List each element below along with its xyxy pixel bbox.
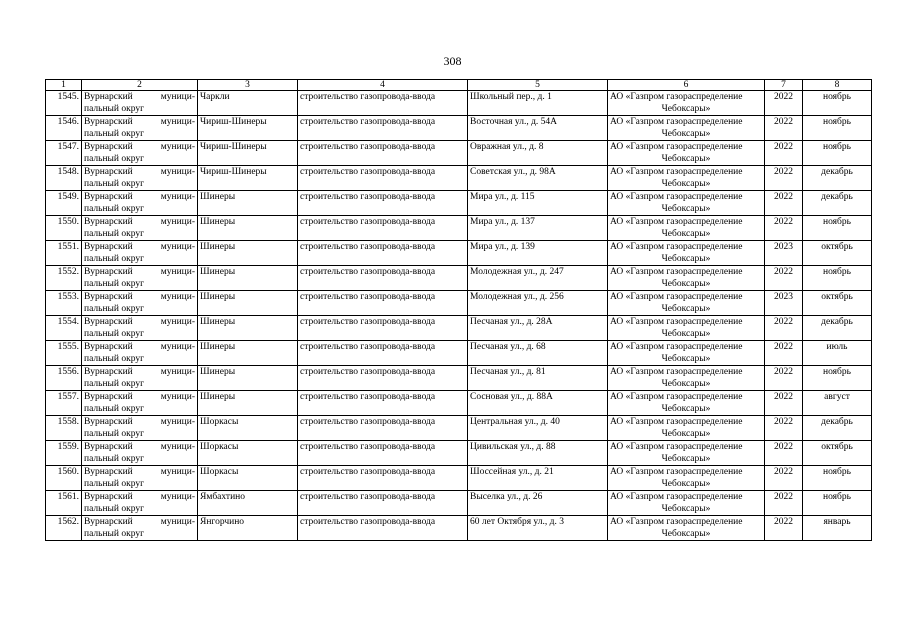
- address-cell: Мира ул., д. 115: [468, 191, 608, 216]
- month-cell: январь: [803, 516, 872, 541]
- locality-cell: Шинеры: [198, 341, 298, 366]
- year-cell: 2022: [765, 366, 803, 391]
- table-row: [46, 141, 872, 166]
- organization-cell: [608, 441, 765, 466]
- work-type-cell: строительство газопровода-ввода: [298, 516, 468, 541]
- work-type-cell: строительство газопровода-ввода: [298, 291, 468, 316]
- organization-line-2: Чебоксары»: [661, 304, 711, 314]
- district-word-rest: пальный округ: [84, 404, 145, 414]
- district-name: Вурнарский: [84, 492, 133, 502]
- month-cell: ноябрь: [803, 466, 872, 491]
- row-number: 1547.: [46, 141, 82, 166]
- month-cell: декабрь: [803, 191, 872, 216]
- district-word-rest: пальный округ: [84, 104, 145, 114]
- organization-cell: [608, 391, 765, 416]
- address-cell: 60 лет Октября ул., д. 3: [468, 516, 608, 541]
- organization-line-1: АО «Газпром газораспределение: [610, 317, 743, 327]
- locality-cell: Шинеры: [198, 391, 298, 416]
- table-row: [46, 391, 872, 416]
- locality-cell: Шоркасы: [198, 466, 298, 491]
- locality-cell: Шоркасы: [198, 416, 298, 441]
- work-type-cell: строительство газопровода-ввода: [298, 391, 468, 416]
- row-number: 1562.: [46, 516, 82, 541]
- address-cell: Восточная ул., д. 54А: [468, 116, 608, 141]
- row-number: 1561.: [46, 491, 82, 516]
- locality-cell: Чириш-Шинеры: [198, 116, 298, 141]
- month-cell: ноябрь: [803, 91, 872, 116]
- district-word-rest: пальный округ: [84, 254, 145, 264]
- register-table: [45, 79, 872, 541]
- work-type-cell: строительство газопровода-ввода: [298, 116, 468, 141]
- year-cell: 2022: [765, 266, 803, 291]
- district-word-rest: пальный округ: [84, 129, 145, 139]
- organization-cell: [608, 491, 765, 516]
- district-name: Вурнарский: [84, 417, 133, 427]
- organization-cell: [608, 266, 765, 291]
- table-row: [46, 416, 872, 441]
- address-cell: Овражная ул., д. 8: [468, 141, 608, 166]
- year-cell: 2022: [765, 416, 803, 441]
- year-cell: 2022: [765, 216, 803, 241]
- organization-line-2: Чебоксары»: [661, 129, 711, 139]
- work-type-cell: строительство газопровода-ввода: [298, 366, 468, 391]
- locality-cell: Шоркасы: [198, 441, 298, 466]
- organization-line-1: АО «Газпром газораспределение: [610, 392, 743, 402]
- month-cell: ноябрь: [803, 266, 872, 291]
- locality-cell: Шинеры: [198, 366, 298, 391]
- row-number: 1553.: [46, 291, 82, 316]
- locality-cell: Шинеры: [198, 216, 298, 241]
- organization-line-1: АО «Газпром газораспределение: [610, 467, 743, 477]
- organization-line-2: Чебоксары»: [661, 429, 711, 439]
- column-number-row: [46, 80, 872, 91]
- address-cell: Шоссейная ул., д. 21: [468, 466, 608, 491]
- table-row: [46, 266, 872, 291]
- table-row: [46, 491, 872, 516]
- month-cell: июль: [803, 341, 872, 366]
- district-cell: [82, 141, 198, 166]
- year-cell: 2022: [765, 141, 803, 166]
- district-cell: [82, 341, 198, 366]
- district-cell: [82, 166, 198, 191]
- locality-cell: Шинеры: [198, 316, 298, 341]
- district-name: Вурнарский: [84, 167, 133, 177]
- work-type-cell: строительство газопровода-ввода: [298, 416, 468, 441]
- address-cell: Школьный пер., д. 1: [468, 91, 608, 116]
- table-row: [46, 166, 872, 191]
- locality-cell: Чаркли: [198, 91, 298, 116]
- organization-cell: [608, 341, 765, 366]
- year-cell: 2022: [765, 91, 803, 116]
- organization-line-1: АО «Газпром газораспределение: [610, 517, 743, 527]
- district-cell: [82, 466, 198, 491]
- month-cell: декабрь: [803, 316, 872, 341]
- district-cell: [82, 366, 198, 391]
- district-name: Вурнарский: [84, 392, 133, 402]
- address-cell: Цивильская ул., д. 88: [468, 441, 608, 466]
- organization-cell: [608, 166, 765, 191]
- district-cell: [82, 491, 198, 516]
- organization-line-2: Чебоксары»: [661, 104, 711, 114]
- district-word-part: муници-: [160, 492, 195, 502]
- district-word-part: муници-: [160, 92, 195, 102]
- month-cell: ноябрь: [803, 491, 872, 516]
- district-name: Вурнарский: [84, 367, 133, 377]
- district-word-part: муници-: [160, 342, 195, 352]
- column-number: 5: [468, 80, 608, 91]
- organization-line-2: Чебоксары»: [661, 529, 711, 539]
- row-number: 1552.: [46, 266, 82, 291]
- district-word-rest: пальный округ: [84, 154, 145, 164]
- table-row: [46, 316, 872, 341]
- month-cell: октябрь: [803, 241, 872, 266]
- district-word-part: муници-: [160, 292, 195, 302]
- work-type-cell: строительство газопровода-ввода: [298, 191, 468, 216]
- month-cell: декабрь: [803, 416, 872, 441]
- organization-line-2: Чебоксары»: [661, 454, 711, 464]
- row-number: 1558.: [46, 416, 82, 441]
- year-cell: 2022: [765, 491, 803, 516]
- district-word-rest: пальный округ: [84, 204, 145, 214]
- table-row: [46, 191, 872, 216]
- row-number: 1555.: [46, 341, 82, 366]
- district-cell: [82, 116, 198, 141]
- year-cell: 2023: [765, 291, 803, 316]
- year-cell: 2022: [765, 116, 803, 141]
- district-word-part: муници-: [160, 417, 195, 427]
- work-type-cell: строительство газопровода-ввода: [298, 141, 468, 166]
- address-cell: Мира ул., д. 137: [468, 216, 608, 241]
- locality-cell: Шинеры: [198, 191, 298, 216]
- row-number: 1550.: [46, 216, 82, 241]
- district-word-part: муници-: [160, 517, 195, 527]
- table-body: [46, 80, 872, 541]
- row-number: 1557.: [46, 391, 82, 416]
- month-cell: октябрь: [803, 441, 872, 466]
- organization-line-2: Чебоксары»: [661, 179, 711, 189]
- year-cell: 2022: [765, 391, 803, 416]
- locality-cell: Шинеры: [198, 241, 298, 266]
- table-row: [46, 216, 872, 241]
- district-cell: [82, 441, 198, 466]
- district-cell: [82, 316, 198, 341]
- row-number: 1556.: [46, 366, 82, 391]
- organization-cell: [608, 416, 765, 441]
- district-cell: [82, 516, 198, 541]
- district-word-rest: пальный округ: [84, 429, 145, 439]
- work-type-cell: строительство газопровода-ввода: [298, 241, 468, 266]
- address-cell: Песчаная ул., д. 81: [468, 366, 608, 391]
- column-number: 6: [608, 80, 765, 91]
- district-cell: [82, 416, 198, 441]
- district-cell: [82, 391, 198, 416]
- work-type-cell: строительство газопровода-ввода: [298, 491, 468, 516]
- district-word-rest: пальный округ: [84, 529, 145, 539]
- district-cell: [82, 291, 198, 316]
- work-type-cell: строительство газопровода-ввода: [298, 166, 468, 191]
- organization-line-1: АО «Газпром газораспределение: [610, 242, 743, 252]
- organization-line-2: Чебоксары»: [661, 354, 711, 364]
- district-word-part: муници-: [160, 192, 195, 202]
- row-number: 1559.: [46, 441, 82, 466]
- organization-cell: [608, 516, 765, 541]
- page-number: 308: [443, 54, 462, 68]
- month-cell: август: [803, 391, 872, 416]
- district-word-part: муници-: [160, 392, 195, 402]
- organization-line-1: АО «Газпром газораспределение: [610, 167, 743, 177]
- district-word-rest: пальный округ: [84, 304, 145, 314]
- address-cell: Молодежная ул., д. 256: [468, 291, 608, 316]
- district-word-part: муници-: [160, 242, 195, 252]
- organization-line-1: АО «Газпром газораспределение: [610, 292, 743, 302]
- work-type-cell: строительство газопровода-ввода: [298, 466, 468, 491]
- district-name: Вурнарский: [84, 292, 133, 302]
- organization-line-2: Чебоксары»: [661, 329, 711, 339]
- district-name: Вурнарский: [84, 92, 133, 102]
- column-number: 7: [765, 80, 803, 91]
- organization-cell: [608, 291, 765, 316]
- work-type-cell: строительство газопровода-ввода: [298, 341, 468, 366]
- locality-cell: Шинеры: [198, 291, 298, 316]
- district-name: Вурнарский: [84, 242, 133, 252]
- table-row: [46, 366, 872, 391]
- address-cell: Молодежная ул., д. 247: [468, 266, 608, 291]
- work-type-cell: строительство газопровода-ввода: [298, 216, 468, 241]
- organization-line-1: АО «Газпром газораспределение: [610, 342, 743, 352]
- address-cell: Выселка ул., д. 26: [468, 491, 608, 516]
- district-word-rest: пальный округ: [84, 179, 145, 189]
- column-number: 4: [298, 80, 468, 91]
- locality-cell: Чириш-Шинеры: [198, 141, 298, 166]
- organization-line-1: АО «Газпром газораспределение: [610, 192, 743, 202]
- address-cell: Песчаная ул., д. 68: [468, 341, 608, 366]
- organization-line-2: Чебоксары»: [661, 404, 711, 414]
- district-word-rest: пальный округ: [84, 454, 145, 464]
- organization-line-2: Чебоксары»: [661, 229, 711, 239]
- district-name: Вурнарский: [84, 442, 133, 452]
- district-word-part: муници-: [160, 217, 195, 227]
- organization-line-1: АО «Газпром газораспределение: [610, 492, 743, 502]
- table-row: [46, 91, 872, 116]
- organization-line-1: АО «Газпром газораспределение: [610, 417, 743, 427]
- organization-line-1: АО «Газпром газораспределение: [610, 117, 743, 127]
- table-row: [46, 341, 872, 366]
- organization-line-1: АО «Газпром газораспределение: [610, 92, 743, 102]
- table-row: [46, 116, 872, 141]
- district-name: Вурнарский: [84, 317, 133, 327]
- district-word-part: муници-: [160, 442, 195, 452]
- district-word-part: муници-: [160, 117, 195, 127]
- table-row: [46, 516, 872, 541]
- district-word-part: муници-: [160, 317, 195, 327]
- table-row: [46, 291, 872, 316]
- locality-cell: Янгорчино: [198, 516, 298, 541]
- month-cell: ноябрь: [803, 366, 872, 391]
- year-cell: 2023: [765, 241, 803, 266]
- work-type-cell: строительство газопровода-ввода: [298, 441, 468, 466]
- locality-cell: Чириш-Шинеры: [198, 166, 298, 191]
- address-cell: Сосновая ул., д. 88А: [468, 391, 608, 416]
- district-cell: [82, 91, 198, 116]
- month-cell: ноябрь: [803, 216, 872, 241]
- district-word-part: муници-: [160, 142, 195, 152]
- district-cell: [82, 266, 198, 291]
- district-name: Вурнарский: [84, 217, 133, 227]
- table-row: [46, 441, 872, 466]
- row-number: 1545.: [46, 91, 82, 116]
- month-cell: октябрь: [803, 291, 872, 316]
- work-type-cell: строительство газопровода-ввода: [298, 91, 468, 116]
- district-word-rest: пальный округ: [84, 329, 145, 339]
- district-word-rest: пальный округ: [84, 479, 145, 489]
- column-number: 1: [46, 80, 82, 91]
- month-cell: ноябрь: [803, 141, 872, 166]
- district-name: Вурнарский: [84, 267, 133, 277]
- column-number: 8: [803, 80, 872, 91]
- district-name: Вурнарский: [84, 517, 133, 527]
- work-type-cell: строительство газопровода-ввода: [298, 316, 468, 341]
- district-name: Вурнарский: [84, 117, 133, 127]
- organization-line-2: Чебоксары»: [661, 379, 711, 389]
- year-cell: 2022: [765, 191, 803, 216]
- district-word-part: муници-: [160, 367, 195, 377]
- district-word-rest: пальный округ: [84, 379, 145, 389]
- address-cell: Песчаная ул., д. 28А: [468, 316, 608, 341]
- organization-line-1: АО «Газпром газораспределение: [610, 442, 743, 452]
- locality-cell: Шинеры: [198, 266, 298, 291]
- district-cell: [82, 216, 198, 241]
- address-cell: Советская ул., д. 98А: [468, 166, 608, 191]
- organization-cell: [608, 241, 765, 266]
- organization-line-2: Чебоксары»: [661, 154, 711, 164]
- column-number: 3: [198, 80, 298, 91]
- district-word-rest: пальный округ: [84, 354, 145, 364]
- row-number: 1551.: [46, 241, 82, 266]
- year-cell: 2022: [765, 441, 803, 466]
- organization-cell: [608, 141, 765, 166]
- district-word-part: муници-: [160, 167, 195, 177]
- year-cell: 2022: [765, 316, 803, 341]
- district-cell: [82, 241, 198, 266]
- organization-cell: [608, 216, 765, 241]
- organization-line-2: Чебоксары»: [661, 254, 711, 264]
- row-number: 1549.: [46, 191, 82, 216]
- organization-line-1: АО «Газпром газораспределение: [610, 217, 743, 227]
- organization-line-1: АО «Газпром газораспределение: [610, 367, 743, 377]
- district-cell: [82, 191, 198, 216]
- table-row: [46, 241, 872, 266]
- district-word-rest: пальный округ: [84, 229, 145, 239]
- organization-line-2: Чебоксары»: [661, 504, 711, 514]
- row-number: 1554.: [46, 316, 82, 341]
- work-type-cell: строительство газопровода-ввода: [298, 266, 468, 291]
- year-cell: 2022: [765, 341, 803, 366]
- year-cell: 2022: [765, 516, 803, 541]
- organization-line-2: Чебоксары»: [661, 279, 711, 289]
- organization-cell: [608, 466, 765, 491]
- organization-cell: [608, 116, 765, 141]
- district-name: Вурнарский: [84, 467, 133, 477]
- table-row: [46, 466, 872, 491]
- row-number: 1548.: [46, 166, 82, 191]
- organization-cell: [608, 91, 765, 116]
- row-number: 1546.: [46, 116, 82, 141]
- locality-cell: Ямбахтино: [198, 491, 298, 516]
- district-name: Вурнарский: [84, 342, 133, 352]
- organization-line-1: АО «Газпром газораспределение: [610, 142, 743, 152]
- year-cell: 2022: [765, 466, 803, 491]
- column-number: 2: [82, 80, 198, 91]
- organization-cell: [608, 191, 765, 216]
- month-cell: ноябрь: [803, 116, 872, 141]
- organization-line-2: Чебоксары»: [661, 204, 711, 214]
- district-word-rest: пальный округ: [84, 504, 145, 514]
- district-word-part: муници-: [160, 467, 195, 477]
- month-cell: декабрь: [803, 166, 872, 191]
- year-cell: 2022: [765, 166, 803, 191]
- district-name: Вурнарский: [84, 192, 133, 202]
- district-word-rest: пальный округ: [84, 279, 145, 289]
- address-cell: Мира ул., д. 139: [468, 241, 608, 266]
- organization-line-1: АО «Газпром газораспределение: [610, 267, 743, 277]
- organization-cell: [608, 366, 765, 391]
- organization-cell: [608, 316, 765, 341]
- district-name: Вурнарский: [84, 142, 133, 152]
- row-number: 1560.: [46, 466, 82, 491]
- district-word-part: муници-: [160, 267, 195, 277]
- address-cell: Центральная ул., д. 40: [468, 416, 608, 441]
- organization-line-2: Чебоксары»: [661, 479, 711, 489]
